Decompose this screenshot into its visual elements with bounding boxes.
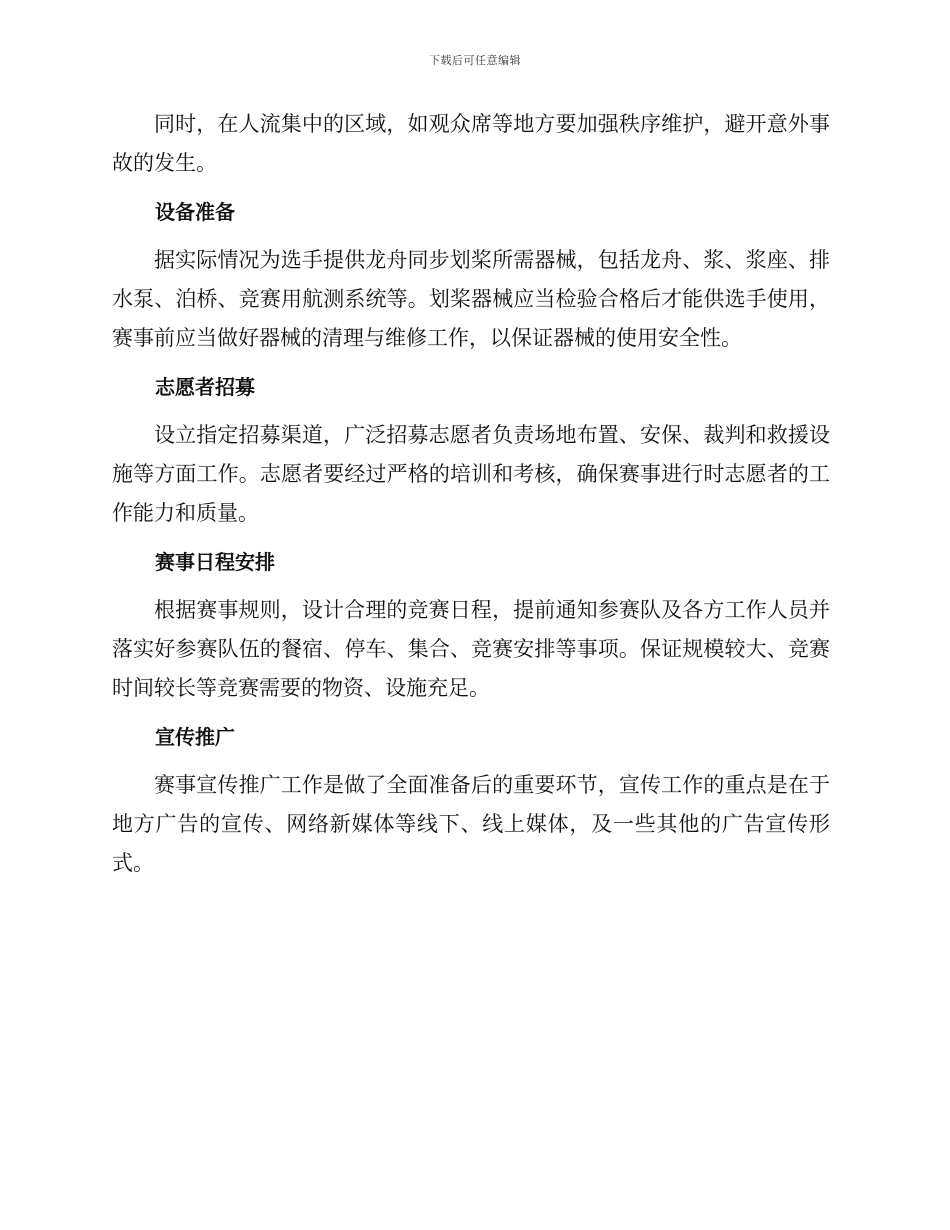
- paragraph-order-maintenance: 同时，在人流集中的区域，如观众席等地方要加强秩序维护，避开意外事故的发生。: [112, 112, 830, 175]
- heading-volunteers: 志愿者招募: [155, 375, 255, 399]
- paragraph-promotion: 赛事宣传推广工作是做了全面准备后的重要环节，宣传工作的重点是在于地方广告的宣传、网络新媒体等线下、线上媒体，及一些其他的广告宣传形式。: [112, 773, 830, 875]
- paragraph-volunteers: 设立指定招募渠道，广泛招募志愿者负责场地布置、安保、裁判和救援设施等方面工作。志愿者要经过严格的培训和考核，确保赛事进行时志愿者的工作能力和质量。: [112, 423, 830, 525]
- paragraph-schedule: 根据赛事规则，设计合理的竞赛日程，提前通知参赛队及各方工作人员并落实好参赛队伍的餐宿、停车、集合、竞赛安排等事项。保证规模较大、竞赛时间较长等竞赛需要的物资、设施充足。: [112, 598, 830, 700]
- heading-schedule: 赛事日程安排: [155, 550, 275, 574]
- heading-promotion: 宣传推广: [155, 725, 235, 749]
- paragraph-equipment: 据实际情况为选手提供龙舟同步划桨所需器械，包括龙舟、浆、浆座、排水泵、泊桥、竞赛用航测系统等。划桨器械应当检验合格后才能供选手使用，赛事前应当做好器械的清理与维修工作，以保证器械的使用安全性。: [112, 248, 830, 350]
- document-body: [112, 105, 830, 883]
- header-note: 下载后可任意编辑: [429, 54, 521, 67]
- heading-equipment: 设备准备: [155, 200, 235, 224]
